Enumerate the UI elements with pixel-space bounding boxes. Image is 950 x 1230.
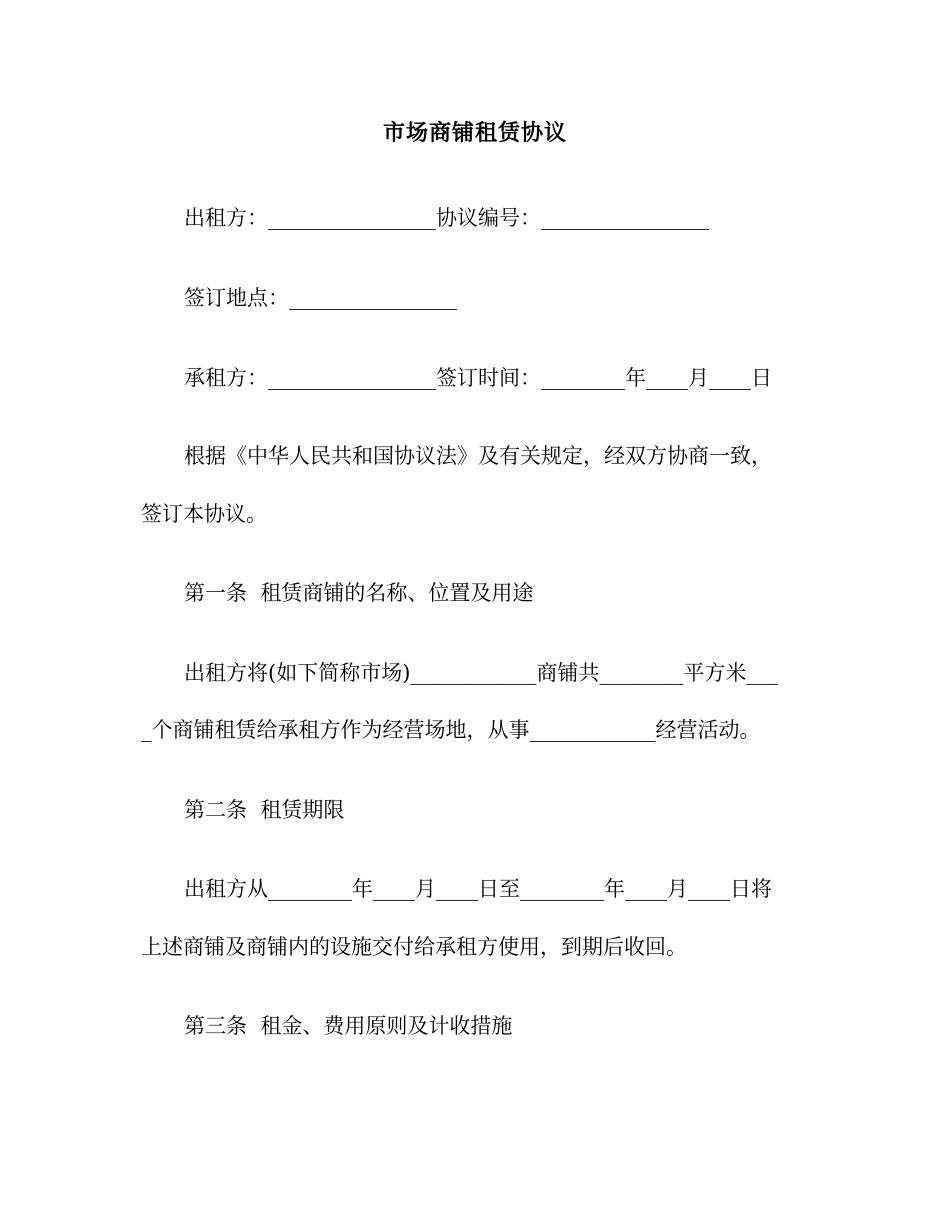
signing-location-line: 签订地点：________________ bbox=[184, 286, 457, 310]
preamble-line-2: 签订本协议。 bbox=[141, 502, 267, 526]
lessor-and-agreement-number-line: 出租方：________________协议编号：________________ bbox=[184, 206, 709, 230]
article-2-body-line-2: 上述商铺及商铺内的设施交付给承租方使用，到期后收回。 bbox=[141, 935, 687, 959]
article-2-heading: 第二条 租赁期限 bbox=[184, 798, 345, 822]
article-1-body-line-2: _个商铺租赁给承租方作为经营场地，从事____________经营活动。 bbox=[141, 718, 761, 742]
lessee-and-signing-time-line: 承租方：________________签订时间：________年____月____日 bbox=[184, 366, 772, 390]
document-title: 市场商铺租赁协议 bbox=[382, 120, 567, 146]
article-2-body-line-1: 出租方从________年____月____日至________年____月____日将 bbox=[184, 877, 772, 901]
article-3-heading: 第三条 租金、费用原则及计收措施 bbox=[184, 1014, 513, 1038]
preamble-line-1: 根据《中华人民共和国协议法》及有关规定，经双方协商一致， bbox=[184, 444, 772, 468]
article-1-body-line-1: 出租方将(如下简称市场)____________商铺共________平方米___ bbox=[184, 661, 778, 685]
article-1-heading: 第一条 租赁商铺的名称、位置及用途 bbox=[184, 581, 534, 605]
